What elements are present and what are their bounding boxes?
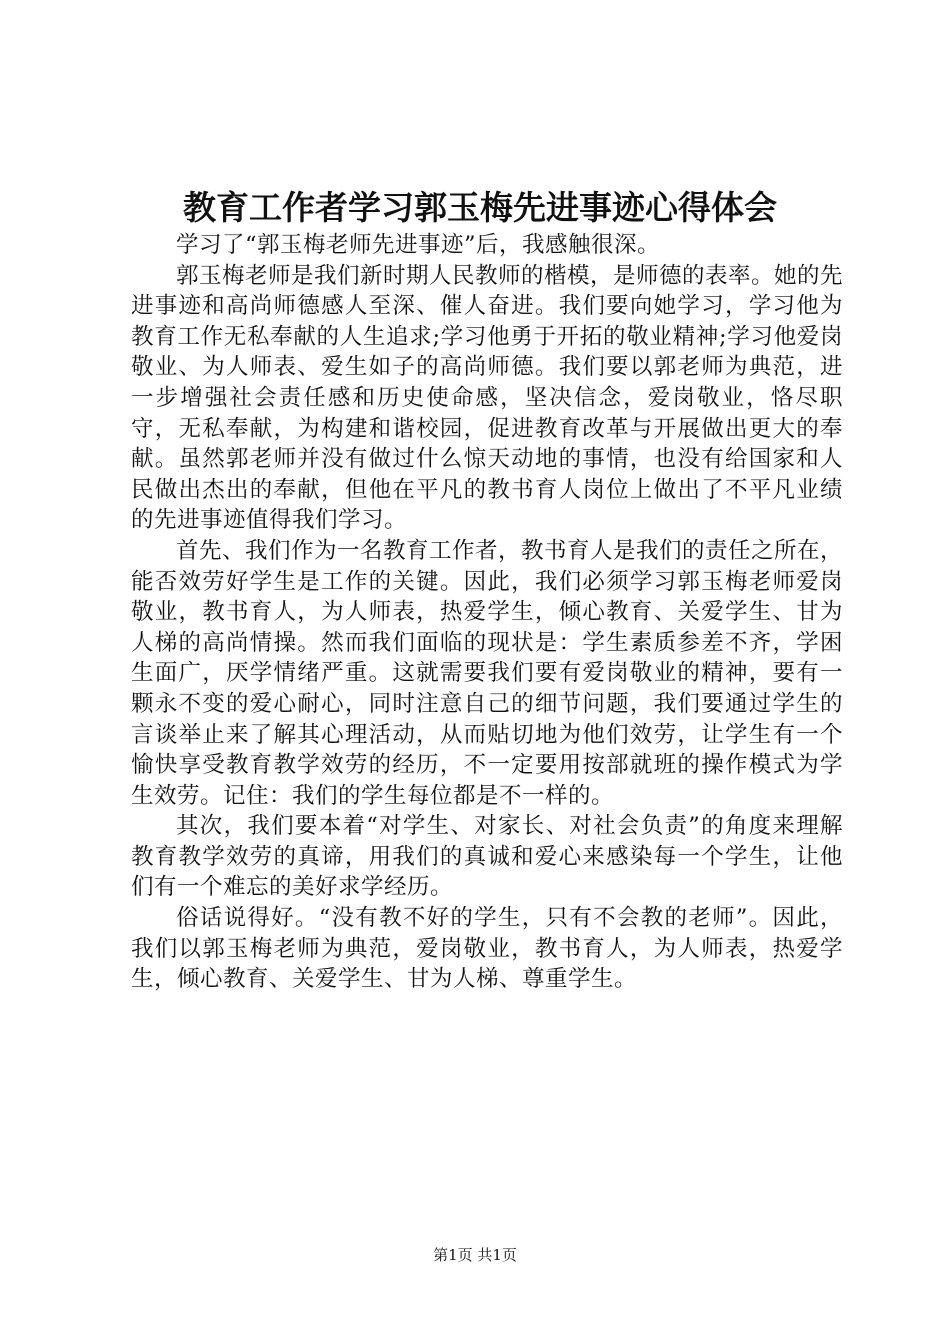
paragraph: 首先、我们作为一名教育工作者，教书育人是我们的责任之所在，能否效劳好学生是工作的关键。因此，我们必须学习郭玉梅老师爱岗敬业，教书育人，为人师表，热爱学生，倾心教育、关爱学生、甘为人梯的高尚情操。然而我们面临的现状是：学生素质参差不齐，学困生面广，厌学情绪严重。这就需要我们要有爱岗敬业的精神，要有一颗永不变的爱心耐心，同时注意自己的细节问题，我们要通过学生的言谈举止来了解其心理活动，从而贴切地为他们效劳，让学生有一个愉快享受教育教学效劳的经历，不一定要用按部就班的操作模式为学生效劳。记住：我们的学生每位都是不一样的。 (131, 537, 844, 809)
paragraph: 学习了“郭玉梅老师先进事迹”后，我感触很深。 (176, 232, 661, 258)
page-number-footer: 第1页 共1页 (433, 1246, 517, 1264)
document-title: 教育工作者学习郭玉梅先进事迹心得体会 (183, 188, 777, 227)
paragraph: 其次，我们要本着“对学生、对家长、对社会负责”的角度来理解教育教学效劳的真谛，用我们的真诚和爱心来感染每一个学生，让他们有一个难忘的美好求学经历。 (131, 813, 843, 901)
document-body (131, 230, 843, 995)
paragraph: 郭玉梅老师是我们新时期人民教师的楷模，是师德的表率。她的先进事迹和高尚师德感人至深、催人奋进。我们要向她学习，学习他为教育工作无私奉献的人生追求;学习他勇于开拓的敬业精神;学习他爱岗敬业、为人师表、爱生如子的高尚师德。我们要以郭老师为典范，进一步增强社会责任感和历史使命感，坚决信念，爱岗敬业，恪尽职守，无私奉献，为构建和谐校园，促进教育改革与开展做出更大的奉献。虽然郭老师并没有做过什么惊天动地的事情，也没有给国家和人民做出杰出的奉献，但他在平凡的教书育人岗位上做出了不平凡业绩的先进事迹值得我们学习。 (131, 262, 844, 534)
paragraph: 俗话说得好。“没有教不好的学生，只有不会教的老师”。因此，我们以郭玉梅老师为典范，爱岗敬业，教书育人，为人师表，热爱学生，倾心教育、关爱学生、甘为人梯、尊重学生。 (131, 905, 843, 993)
